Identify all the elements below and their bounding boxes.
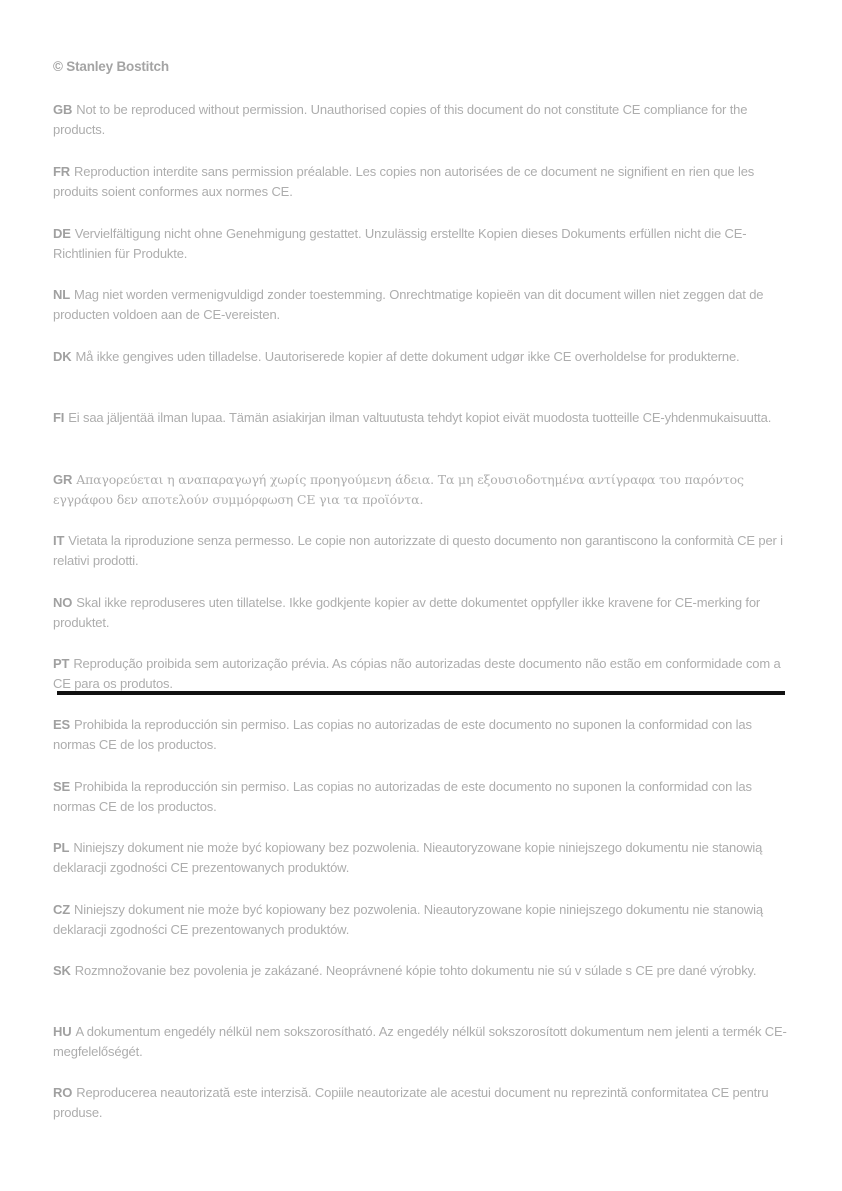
language-code: FI xyxy=(53,410,65,425)
language-code: DK xyxy=(53,349,72,364)
language-code: GB xyxy=(53,102,73,117)
notice-fi xyxy=(53,408,795,428)
language-code: SK xyxy=(53,963,71,978)
notice-text: Reprodução proibida sem autorização prévia. As cópias não autorizadas deste documento não estão em conformidade com a CE para os produtos. xyxy=(53,656,781,691)
notice-nl xyxy=(53,285,795,325)
notice-text: Niniejszy dokument nie może być kopiowany bez pozwolenia. Nieautoryzowane kopie niniejszego dokumentu nie stanowią deklaracji zgodności CE prezentowanych produktów. xyxy=(53,840,763,875)
notice-text: Reproducerea neautorizată este interzisă. Copiile neautorizate ale acestui document nu reprezintă conformitatea CE pentru produse. xyxy=(53,1085,769,1120)
language-code: RO xyxy=(53,1085,73,1100)
language-code: PL xyxy=(53,840,70,855)
notice-dk xyxy=(53,347,795,367)
notice-gb xyxy=(53,100,795,140)
notice-text: Niniejszy dokument nie może być kopiowany bez pozwolenia. Nieautoryzowane kopie niniejszego dokumentu nie stanowią deklaracji zgodności CE prezentowanych produktów. xyxy=(53,902,763,937)
language-code: GR xyxy=(53,472,73,487)
notice-text: Απαγορεύεται η αναπαραγωγή χωρίς προηγούμενη άδεια. Τα μη εξουσιοδοτημένα αντίγραφα του παρόντος εγγράφου δεν αποτελούν συμμόρφωση CE για τα προϊόντα. xyxy=(53,472,744,507)
notice-text: Vervielfältigung nicht ohne Genehmigung gestattet. Unzulässig erstellte Kopien dieses Dokuments erfüllen nicht die CE-Richtlinien für Produkte. xyxy=(53,226,747,261)
notice-no xyxy=(53,593,795,633)
notice-se xyxy=(53,777,795,817)
notice-text: Prohibida la reproducción sin permiso. Las copias no autorizadas de este documento no suponen la conformidad con las normas CE de los productos. xyxy=(53,717,752,752)
language-code: NO xyxy=(53,595,73,610)
notice-ro xyxy=(53,1083,795,1123)
notice-sk xyxy=(53,961,795,981)
notice-fr xyxy=(53,162,795,202)
notice-text: Ei saa jäljentää ilman lupaa. Tämän asiakirjan ilman valtuutusta tehdyt kopiot eivät muodosta tuotteille CE-yhdenmukaisuutta. xyxy=(68,410,772,425)
notice-text: Mag niet worden vermenigvuldigd zonder toestemming. Onrechtmatige kopieën van dit document willen niet zeggen dat de producten voldoen aan de CE-vereisten. xyxy=(53,287,764,322)
notice-text: Prohibida la reproducción sin permiso. Las copias no autorizadas de este documento no suponen la conformidad con las normas CE de los productos. xyxy=(53,779,752,814)
language-code: ES xyxy=(53,717,71,732)
notice-es xyxy=(53,715,795,755)
horizontal-divider xyxy=(57,691,785,695)
language-code: HU xyxy=(53,1024,72,1039)
notice-pt xyxy=(53,654,795,694)
language-code: CZ xyxy=(53,902,71,917)
language-code: FR xyxy=(53,164,71,179)
notice-gr xyxy=(53,470,795,510)
language-code: DE xyxy=(53,226,71,241)
notice-text: Vietata la riproduzione senza permesso. Le copie non autorizzate di questo documento non garantiscono la conformità CE per i relativi prodotti. xyxy=(53,533,783,568)
notice-text: Not to be reproduced without permission. Unauthorised copies of this document do not constitute CE compliance for the products. xyxy=(53,102,748,137)
notice-text: Skal ikke reproduseres uten tillatelse. Ikke godkjente kopier av dette dokumentet oppfyller ikke kravene for CE-merking for produktet. xyxy=(53,595,761,630)
language-code: IT xyxy=(53,533,65,548)
language-code: SE xyxy=(53,779,71,794)
language-code: PT xyxy=(53,656,70,671)
notice-text: A dokumentum engedély nélkül nem sokszorosítható. Az engedély nélkül sokszorosított dokumentum nem jelenti a termék CE-megfelelőségét. xyxy=(53,1024,787,1059)
notice-cz xyxy=(53,900,795,940)
notice-it xyxy=(53,531,795,571)
notice-de xyxy=(53,224,795,264)
notice-text: Rozmnožovanie bez povolenia je zakázané. Neoprávnené kópie tohto dokumentu nie sú v súlade s CE pre dané výrobky. xyxy=(74,963,757,978)
notice-text: Må ikke gengives uden tilladelse. Uautoriserede kopier af dette dokument udgør ikke CE overholdelse for produkterne. xyxy=(75,349,740,364)
notice-hu xyxy=(53,1022,795,1062)
language-code: NL xyxy=(53,287,71,302)
copyright-line: © Stanley Bostitch xyxy=(53,59,169,74)
notice-text: Reproduction interdite sans permission préalable. Les copies non autorisées de ce document ne signifient en rien que les produits soient conformes aux normes CE. xyxy=(53,164,755,199)
notice-pl xyxy=(53,838,795,878)
